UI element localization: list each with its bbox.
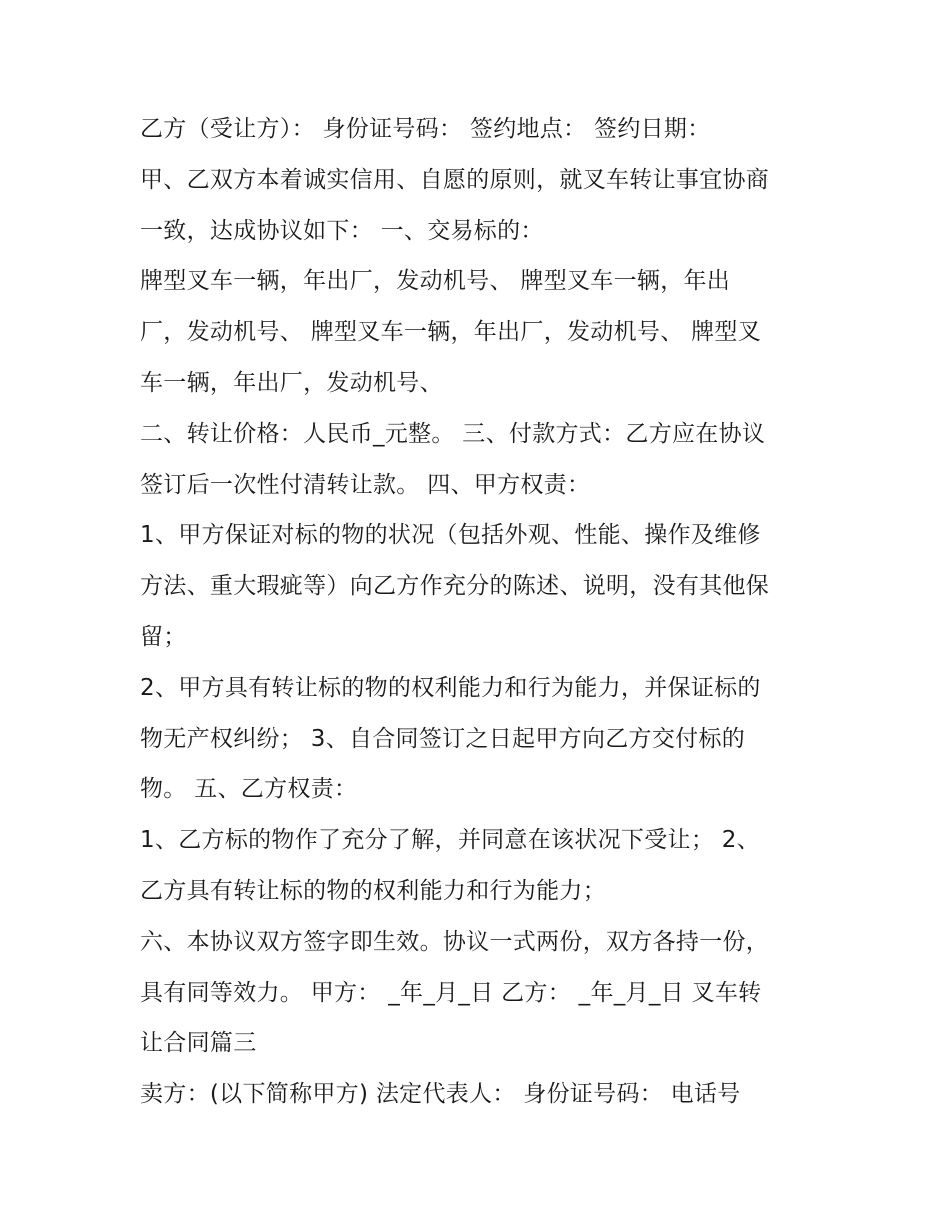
text-line: 签订后一次性付清转让款。 四、甲方权责： — [140, 471, 591, 498]
text-line: 1、乙方标的物作了充分了解，并同意在该状况下受让； 2、 — [140, 827, 760, 854]
text-line: 甲、乙双方本着诚实信用、自愿的原则，就叉车转让事宜协商 — [140, 166, 770, 193]
text-line: 方法、重大瑕疵等）向乙方作充分的陈述、说明，没有其他保 — [140, 573, 770, 600]
text-line: 牌型叉车一辆，年出厂，发动机号、 牌型叉车一辆，年出 — [140, 268, 731, 295]
text-line: 物无产权纠纷； 3、自合同签订之日起甲方向乙方交付标的 — [140, 725, 746, 752]
text-line: 一致，达成协议如下： 一、交易标的： — [140, 217, 544, 244]
text-line: 卖方：(以下简称甲方) 法定代表人： 身份证号码： 电话号 — [140, 1081, 741, 1108]
text-line: 2、甲方具有转让标的物的权利能力和行为能力，并保证标的 — [140, 674, 761, 701]
text-line: 厂，发动机号、 牌型叉车一辆，年出厂，发动机号、 牌型叉 — [140, 319, 762, 346]
text-line: 具有同等效力。 甲方： _年_月_日 乙方： _年_月_日 叉车转 — [140, 979, 762, 1006]
text-line: 1、甲方保证对标的物的状况（包括外观、性能、操作及维修 — [140, 522, 761, 549]
text-line: 车一辆，年出厂，发动机号、 — [140, 369, 443, 396]
text-line: 物。 五、乙方权责： — [140, 776, 358, 803]
text-line: 六、本协议双方签字即生效。协议一式两份，双方各持一份， — [140, 928, 770, 955]
text-line: 让合同篇三 — [140, 1030, 257, 1057]
text-line: 乙方具有转让标的物的权利能力和行为能力； — [140, 877, 606, 904]
text-line: 留； — [140, 623, 187, 650]
document-body — [140, 104, 820, 1120]
text-line: 乙方（受让方）： 身份证号码： 签约地点： 签约日期： — [140, 116, 711, 142]
text-line: 二、转让价格：人民币_元整。 三、付款方式：乙方应在协议 — [140, 420, 766, 447]
